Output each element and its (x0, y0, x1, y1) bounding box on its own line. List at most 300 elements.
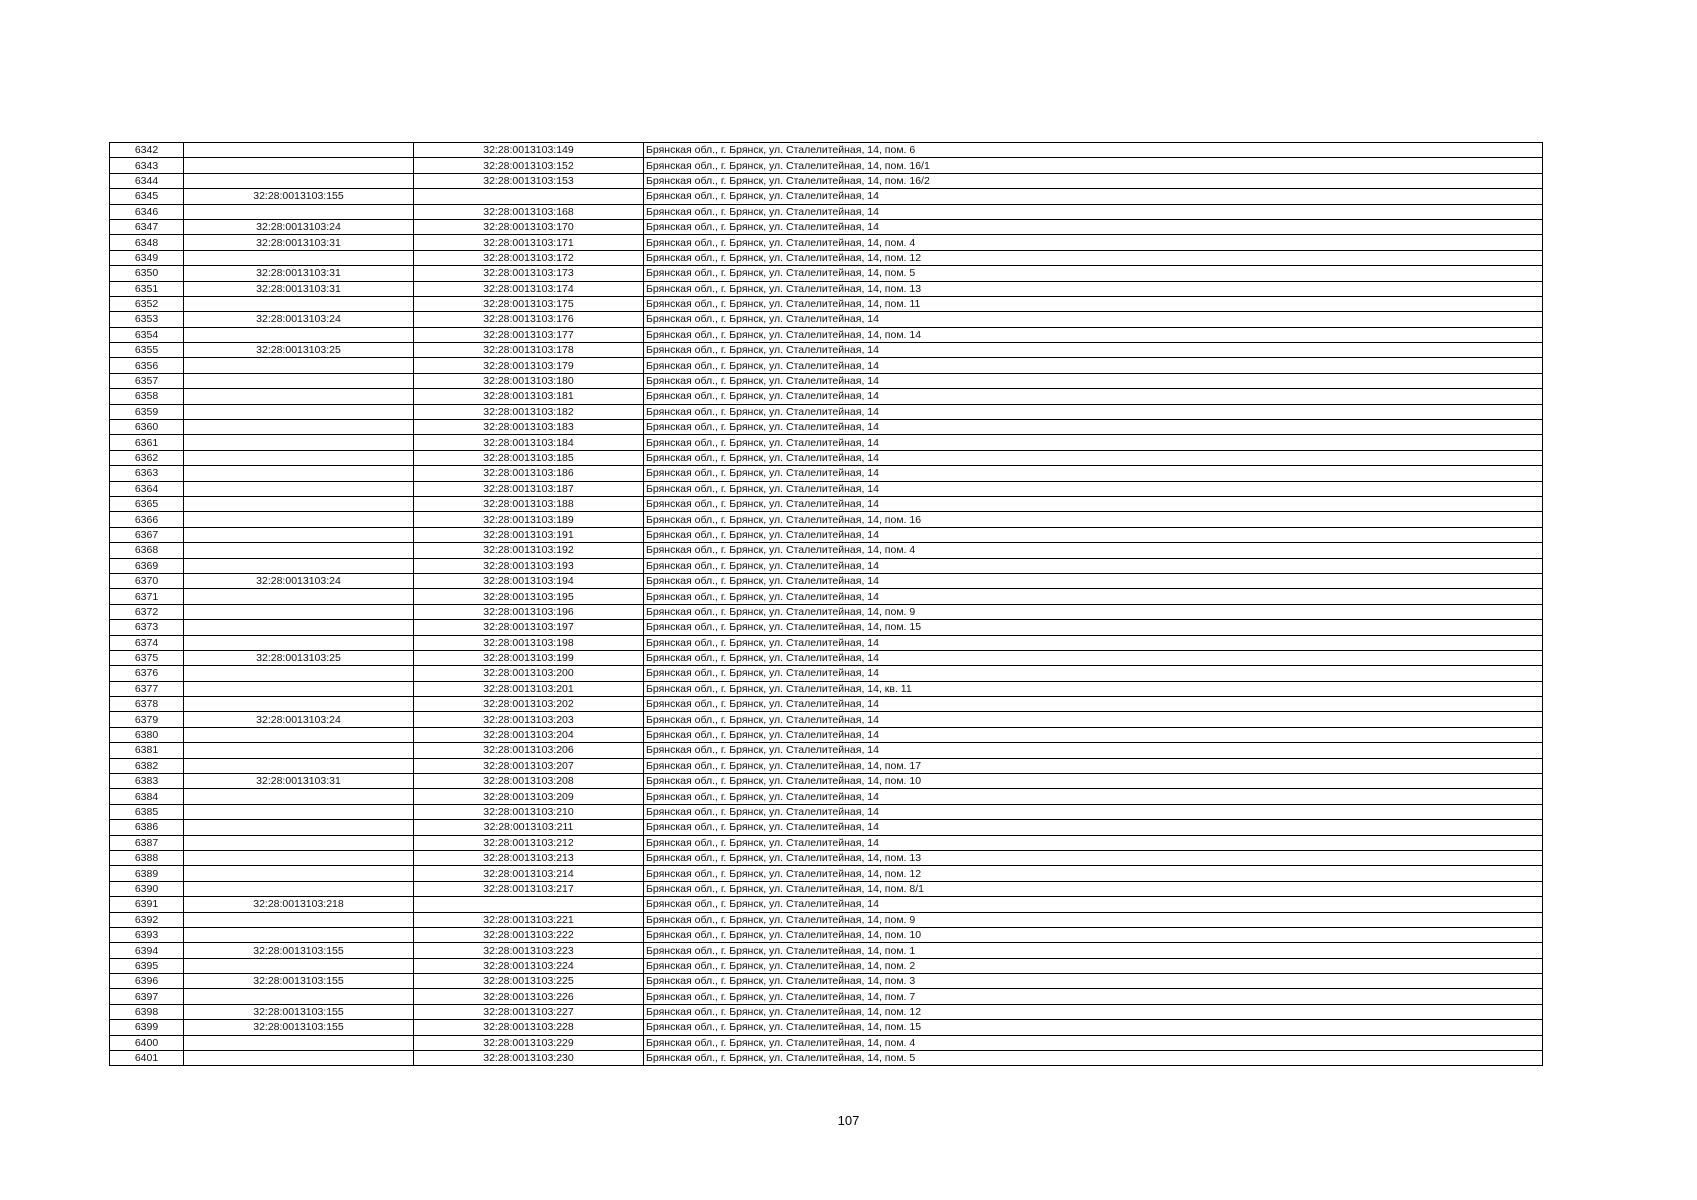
table-row (110, 789, 1543, 804)
land-cadastral-number-cell: 32:28:0013103:24 (184, 712, 414, 727)
table-row (110, 974, 1543, 989)
row-number-cell: 6392 (110, 912, 184, 927)
row-number-cell: 6370 (110, 573, 184, 588)
row-number-cell: 6371 (110, 589, 184, 604)
table-row (110, 435, 1543, 450)
land-cadastral-number-cell (184, 204, 414, 219)
address-cell: Брянская обл., г. Брянск, ул. Сталелитейная, 14 (644, 650, 1543, 665)
row-number-cell: 6380 (110, 727, 184, 742)
object-cadastral-number-cell: 32:28:0013103:213 (414, 850, 644, 865)
object-cadastral-number-cell (414, 897, 644, 912)
land-cadastral-number-cell (184, 881, 414, 896)
object-cadastral-number-cell: 32:28:0013103:187 (414, 481, 644, 496)
address-cell: Брянская обл., г. Брянск, ул. Сталелитейная, 14, пом. 16/1 (644, 158, 1543, 173)
row-number-cell: 6373 (110, 620, 184, 635)
row-number-cell: 6367 (110, 527, 184, 542)
land-cadastral-number-cell (184, 758, 414, 773)
object-cadastral-number-cell: 32:28:0013103:183 (414, 420, 644, 435)
land-cadastral-number-cell: 32:28:0013103:24 (184, 573, 414, 588)
row-number-cell: 6375 (110, 650, 184, 665)
table-row (110, 204, 1543, 219)
table-row (110, 589, 1543, 604)
land-cadastral-number-cell: 32:28:0013103:155 (184, 1004, 414, 1019)
address-cell: Брянская обл., г. Брянск, ул. Сталелитейная, 14, пом. 17 (644, 758, 1543, 773)
address-cell: Брянская обл., г. Брянск, ул. Сталелитейная, 14 (644, 496, 1543, 511)
object-cadastral-number-cell: 32:28:0013103:178 (414, 343, 644, 358)
address-cell: Брянская обл., г. Брянск, ул. Сталелитейная, 14 (644, 343, 1543, 358)
table-row (110, 943, 1543, 958)
object-cadastral-number-cell: 32:28:0013103:224 (414, 958, 644, 973)
address-cell: Брянская обл., г. Брянск, ул. Сталелитейная, 14 (644, 804, 1543, 819)
table-row (110, 912, 1543, 927)
object-cadastral-number-cell: 32:28:0013103:179 (414, 358, 644, 373)
land-cadastral-number-cell (184, 527, 414, 542)
address-cell: Брянская обл., г. Брянск, ул. Сталелитейная, 14, пом. 12 (644, 1004, 1543, 1019)
row-number-cell: 6357 (110, 373, 184, 388)
row-number-cell: 6346 (110, 204, 184, 219)
land-cadastral-number-cell (184, 373, 414, 388)
row-number-cell: 6391 (110, 897, 184, 912)
object-cadastral-number-cell: 32:28:0013103:188 (414, 496, 644, 511)
address-cell: Брянская обл., г. Брянск, ул. Сталелитейная, 14, пом. 15 (644, 1020, 1543, 1035)
object-cadastral-number-cell: 32:28:0013103:176 (414, 312, 644, 327)
object-cadastral-number-cell: 32:28:0013103:149 (414, 143, 644, 158)
row-number-cell: 6342 (110, 143, 184, 158)
land-cadastral-number-cell (184, 558, 414, 573)
object-cadastral-number-cell: 32:28:0013103:191 (414, 527, 644, 542)
address-cell: Брянская обл., г. Брянск, ул. Сталелитейная, 14, пом. 10 (644, 774, 1543, 789)
land-cadastral-number-cell (184, 250, 414, 265)
row-number-cell: 6389 (110, 866, 184, 881)
address-cell: Брянская обл., г. Брянск, ул. Сталелитейная, 14 (644, 635, 1543, 650)
object-cadastral-number-cell: 32:28:0013103:194 (414, 573, 644, 588)
address-cell: Брянская обл., г. Брянск, ул. Сталелитейная, 14 (644, 697, 1543, 712)
table-row (110, 189, 1543, 204)
row-number-cell: 6381 (110, 743, 184, 758)
table-row (110, 481, 1543, 496)
row-number-cell: 6344 (110, 173, 184, 188)
row-number-cell: 6399 (110, 1020, 184, 1035)
object-cadastral-number-cell: 32:28:0013103:227 (414, 1004, 644, 1019)
table-row (110, 958, 1543, 973)
land-cadastral-number-cell (184, 850, 414, 865)
table-row (110, 604, 1543, 619)
land-cadastral-number-cell (184, 927, 414, 942)
address-cell: Брянская обл., г. Брянск, ул. Сталелитейная, 14, пом. 12 (644, 250, 1543, 265)
table-row (110, 281, 1543, 296)
address-cell: Брянская обл., г. Брянск, ул. Сталелитейная, 14, пом. 9 (644, 604, 1543, 619)
cadastral-table (109, 142, 1543, 1066)
land-cadastral-number-cell: 32:28:0013103:31 (184, 774, 414, 789)
object-cadastral-number-cell: 32:28:0013103:228 (414, 1020, 644, 1035)
address-cell: Брянская обл., г. Брянск, ул. Сталелитейная, 14, пом. 4 (644, 1035, 1543, 1050)
address-cell: Брянская обл., г. Брянск, ул. Сталелитейная, 14, пом. 10 (644, 927, 1543, 942)
land-cadastral-number-cell: 32:28:0013103:25 (184, 650, 414, 665)
table-row (110, 158, 1543, 173)
address-cell: Брянская обл., г. Брянск, ул. Сталелитейная, 14 (644, 435, 1543, 450)
land-cadastral-number-cell: 32:28:0013103:24 (184, 312, 414, 327)
address-cell: Брянская обл., г. Брянск, ул. Сталелитейная, 14 (644, 589, 1543, 604)
land-cadastral-number-cell (184, 635, 414, 650)
table-row (110, 635, 1543, 650)
table-row (110, 727, 1543, 742)
row-number-cell: 6343 (110, 158, 184, 173)
land-cadastral-number-cell (184, 450, 414, 465)
row-number-cell: 6351 (110, 281, 184, 296)
table-row (110, 1035, 1543, 1050)
table-row (110, 235, 1543, 250)
table-row (110, 927, 1543, 942)
object-cadastral-number-cell: 32:28:0013103:209 (414, 789, 644, 804)
row-number-cell: 6376 (110, 666, 184, 681)
object-cadastral-number-cell: 32:28:0013103:230 (414, 1051, 644, 1066)
address-cell: Брянская обл., г. Брянск, ул. Сталелитейная, 14, пом. 7 (644, 989, 1543, 1004)
row-number-cell: 6393 (110, 927, 184, 942)
table-row (110, 327, 1543, 342)
object-cadastral-number-cell: 32:28:0013103:203 (414, 712, 644, 727)
object-cadastral-number-cell: 32:28:0013103:207 (414, 758, 644, 773)
address-cell: Брянская обл., г. Брянск, ул. Сталелитейная, 14 (644, 420, 1543, 435)
land-cadastral-number-cell: 32:28:0013103:31 (184, 266, 414, 281)
object-cadastral-number-cell: 32:28:0013103:208 (414, 774, 644, 789)
land-cadastral-number-cell (184, 158, 414, 173)
table-row (110, 543, 1543, 558)
row-number-cell: 6362 (110, 450, 184, 465)
row-number-cell: 6378 (110, 697, 184, 712)
address-cell: Брянская обл., г. Брянск, ул. Сталелитейная, 14, пом. 3 (644, 974, 1543, 989)
object-cadastral-number-cell: 32:28:0013103:204 (414, 727, 644, 742)
row-number-cell: 6390 (110, 881, 184, 896)
address-cell: Брянская обл., г. Брянск, ул. Сталелитейная, 14 (644, 666, 1543, 681)
address-cell: Брянская обл., г. Брянск, ул. Сталелитейная, 14, пом. 9 (644, 912, 1543, 927)
table-row (110, 173, 1543, 188)
object-cadastral-number-cell: 32:28:0013103:168 (414, 204, 644, 219)
row-number-cell: 6360 (110, 420, 184, 435)
address-cell: Брянская обл., г. Брянск, ул. Сталелитейная, 14 (644, 204, 1543, 219)
land-cadastral-number-cell (184, 481, 414, 496)
land-cadastral-number-cell (184, 681, 414, 696)
table-row (110, 420, 1543, 435)
row-number-cell: 6385 (110, 804, 184, 819)
object-cadastral-number-cell: 32:28:0013103:206 (414, 743, 644, 758)
row-number-cell: 6372 (110, 604, 184, 619)
table-row (110, 466, 1543, 481)
object-cadastral-number-cell: 32:28:0013103:152 (414, 158, 644, 173)
address-cell: Брянская обл., г. Брянск, ул. Сталелитейная, 14 (644, 835, 1543, 850)
object-cadastral-number-cell: 32:28:0013103:153 (414, 173, 644, 188)
table-row (110, 804, 1543, 819)
table-row (110, 573, 1543, 588)
land-cadastral-number-cell (184, 420, 414, 435)
table-row (110, 358, 1543, 373)
land-cadastral-number-cell (184, 358, 414, 373)
address-cell: Брянская обл., г. Брянск, ул. Сталелитейная, 14 (644, 712, 1543, 727)
table-row (110, 681, 1543, 696)
land-cadastral-number-cell (184, 912, 414, 927)
address-cell: Брянская обл., г. Брянск, ул. Сталелитейная, 14, пом. 4 (644, 235, 1543, 250)
address-cell: Брянская обл., г. Брянск, ул. Сталелитейная, 14, пом. 5 (644, 1051, 1543, 1066)
object-cadastral-number-cell: 32:28:0013103:195 (414, 589, 644, 604)
land-cadastral-number-cell: 32:28:0013103:155 (184, 1020, 414, 1035)
row-number-cell: 6368 (110, 543, 184, 558)
address-cell: Брянская обл., г. Брянск, ул. Сталелитейная, 14, пом. 4 (644, 543, 1543, 558)
land-cadastral-number-cell: 32:28:0013103:25 (184, 343, 414, 358)
table-row (110, 343, 1543, 358)
object-cadastral-number-cell: 32:28:0013103:202 (414, 697, 644, 712)
table-row (110, 743, 1543, 758)
table-body (110, 143, 1543, 1066)
land-cadastral-number-cell (184, 512, 414, 527)
object-cadastral-number-cell (414, 189, 644, 204)
row-number-cell: 6396 (110, 974, 184, 989)
table-row (110, 404, 1543, 419)
table-row (110, 219, 1543, 234)
land-cadastral-number-cell (184, 958, 414, 973)
row-number-cell: 6382 (110, 758, 184, 773)
land-cadastral-number-cell (184, 143, 414, 158)
row-number-cell: 6363 (110, 466, 184, 481)
land-cadastral-number-cell (184, 435, 414, 450)
object-cadastral-number-cell: 32:28:0013103:210 (414, 804, 644, 819)
row-number-cell: 6353 (110, 312, 184, 327)
object-cadastral-number-cell: 32:28:0013103:223 (414, 943, 644, 958)
object-cadastral-number-cell: 32:28:0013103:201 (414, 681, 644, 696)
address-cell: Брянская обл., г. Брянск, ул. Сталелитейная, 14, пом. 15 (644, 620, 1543, 635)
row-number-cell: 6374 (110, 635, 184, 650)
table-row (110, 866, 1543, 881)
address-cell: Брянская обл., г. Брянск, ул. Сталелитейная, 14, пом. 16/2 (644, 173, 1543, 188)
land-cadastral-number-cell (184, 820, 414, 835)
object-cadastral-number-cell: 32:28:0013103:184 (414, 435, 644, 450)
object-cadastral-number-cell: 32:28:0013103:198 (414, 635, 644, 650)
object-cadastral-number-cell: 32:28:0013103:172 (414, 250, 644, 265)
object-cadastral-number-cell: 32:28:0013103:192 (414, 543, 644, 558)
table-row (110, 989, 1543, 1004)
address-cell: Брянская обл., г. Брянск, ул. Сталелитейная, 14 (644, 573, 1543, 588)
land-cadastral-number-cell: 32:28:0013103:31 (184, 235, 414, 250)
address-cell: Брянская обл., г. Брянск, ул. Сталелитейная, 14 (644, 727, 1543, 742)
land-cadastral-number-cell: 32:28:0013103:218 (184, 897, 414, 912)
row-number-cell: 6348 (110, 235, 184, 250)
table-row (110, 774, 1543, 789)
table-row (110, 897, 1543, 912)
land-cadastral-number-cell (184, 835, 414, 850)
table-row (110, 820, 1543, 835)
address-cell: Брянская обл., г. Брянск, ул. Сталелитейная, 14, пом. 14 (644, 327, 1543, 342)
address-cell: Брянская обл., г. Брянск, ул. Сталелитейная, 14 (644, 189, 1543, 204)
object-cadastral-number-cell: 32:28:0013103:186 (414, 466, 644, 481)
address-cell: Брянская обл., г. Брянск, ул. Сталелитейная, 14, пом. 5 (644, 266, 1543, 281)
table-row (110, 266, 1543, 281)
table-row (110, 296, 1543, 311)
address-cell: Брянская обл., г. Брянск, ул. Сталелитейная, 14 (644, 312, 1543, 327)
row-number-cell: 6377 (110, 681, 184, 696)
land-cadastral-number-cell (184, 789, 414, 804)
address-cell: Брянская обл., г. Брянск, ул. Сталелитейная, 14, пом. 8/1 (644, 881, 1543, 896)
object-cadastral-number-cell: 32:28:0013103:175 (414, 296, 644, 311)
land-cadastral-number-cell: 32:28:0013103:24 (184, 219, 414, 234)
object-cadastral-number-cell: 32:28:0013103:200 (414, 666, 644, 681)
land-cadastral-number-cell (184, 666, 414, 681)
table-row (110, 850, 1543, 865)
object-cadastral-number-cell: 32:28:0013103:185 (414, 450, 644, 465)
address-cell: Брянская обл., г. Брянск, ул. Сталелитейная, 14, пом. 1 (644, 943, 1543, 958)
table-row (110, 450, 1543, 465)
object-cadastral-number-cell: 32:28:0013103:225 (414, 974, 644, 989)
table-row (110, 143, 1543, 158)
row-number-cell: 6354 (110, 327, 184, 342)
table-row (110, 250, 1543, 265)
address-cell: Брянская обл., г. Брянск, ул. Сталелитейная, 14, кв. 11 (644, 681, 1543, 696)
address-cell: Брянская обл., г. Брянск, ул. Сталелитейная, 14 (644, 373, 1543, 388)
land-cadastral-number-cell (184, 727, 414, 742)
row-number-cell: 6352 (110, 296, 184, 311)
row-number-cell: 6398 (110, 1004, 184, 1019)
row-number-cell: 6365 (110, 496, 184, 511)
address-cell: Брянская обл., г. Брянск, ул. Сталелитейная, 14 (644, 481, 1543, 496)
address-cell: Брянская обл., г. Брянск, ул. Сталелитейная, 14, пом. 2 (644, 958, 1543, 973)
table-row (110, 666, 1543, 681)
land-cadastral-number-cell (184, 1051, 414, 1066)
land-cadastral-number-cell (184, 1035, 414, 1050)
table-row (110, 650, 1543, 665)
row-number-cell: 6400 (110, 1035, 184, 1050)
land-cadastral-number-cell: 32:28:0013103:155 (184, 943, 414, 958)
table-row (110, 1004, 1543, 1019)
table-row (110, 835, 1543, 850)
address-cell: Брянская обл., г. Брянск, ул. Сталелитейная, 14 (644, 450, 1543, 465)
object-cadastral-number-cell: 32:28:0013103:170 (414, 219, 644, 234)
table-row (110, 1051, 1543, 1066)
object-cadastral-number-cell: 32:28:0013103:180 (414, 373, 644, 388)
object-cadastral-number-cell: 32:28:0013103:217 (414, 881, 644, 896)
land-cadastral-number-cell (184, 389, 414, 404)
table-row (110, 620, 1543, 635)
address-cell: Брянская обл., г. Брянск, ул. Сталелитейная, 14 (644, 743, 1543, 758)
row-number-cell: 6397 (110, 989, 184, 1004)
row-number-cell: 6364 (110, 481, 184, 496)
row-number-cell: 6379 (110, 712, 184, 727)
address-cell: Брянская обл., г. Брянск, ул. Сталелитейная, 14 (644, 527, 1543, 542)
table-row (110, 1020, 1543, 1035)
row-number-cell: 6388 (110, 850, 184, 865)
object-cadastral-number-cell: 32:28:0013103:181 (414, 389, 644, 404)
land-cadastral-number-cell (184, 173, 414, 188)
row-number-cell: 6356 (110, 358, 184, 373)
land-cadastral-number-cell (184, 589, 414, 604)
object-cadastral-number-cell: 32:28:0013103:229 (414, 1035, 644, 1050)
land-cadastral-number-cell: 32:28:0013103:155 (184, 974, 414, 989)
row-number-cell: 6395 (110, 958, 184, 973)
table-row (110, 697, 1543, 712)
row-number-cell: 6347 (110, 219, 184, 234)
land-cadastral-number-cell: 32:28:0013103:155 (184, 189, 414, 204)
row-number-cell: 6349 (110, 250, 184, 265)
object-cadastral-number-cell: 32:28:0013103:196 (414, 604, 644, 619)
object-cadastral-number-cell: 32:28:0013103:226 (414, 989, 644, 1004)
address-cell: Брянская обл., г. Брянск, ул. Сталелитейная, 14 (644, 219, 1543, 234)
object-cadastral-number-cell: 32:28:0013103:171 (414, 235, 644, 250)
land-cadastral-number-cell (184, 697, 414, 712)
object-cadastral-number-cell: 32:28:0013103:197 (414, 620, 644, 635)
address-cell: Брянская обл., г. Брянск, ул. Сталелитейная, 14 (644, 466, 1543, 481)
address-cell: Брянская обл., г. Брянск, ул. Сталелитейная, 14, пом. 6 (644, 143, 1543, 158)
object-cadastral-number-cell: 32:28:0013103:174 (414, 281, 644, 296)
address-cell: Брянская обл., г. Брянск, ул. Сталелитейная, 14 (644, 389, 1543, 404)
table-row (110, 881, 1543, 896)
row-number-cell: 6350 (110, 266, 184, 281)
land-cadastral-number-cell: 32:28:0013103:31 (184, 281, 414, 296)
land-cadastral-number-cell (184, 404, 414, 419)
table-row (110, 758, 1543, 773)
address-cell: Брянская обл., г. Брянск, ул. Сталелитейная, 14 (644, 897, 1543, 912)
land-cadastral-number-cell (184, 466, 414, 481)
address-cell: Брянская обл., г. Брянск, ул. Сталелитейная, 14, пом. 12 (644, 866, 1543, 881)
row-number-cell: 6383 (110, 774, 184, 789)
row-number-cell: 6384 (110, 789, 184, 804)
land-cadastral-number-cell (184, 620, 414, 635)
address-cell: Брянская обл., г. Брянск, ул. Сталелитейная, 14, пом. 11 (644, 296, 1543, 311)
land-cadastral-number-cell (184, 543, 414, 558)
row-number-cell: 6366 (110, 512, 184, 527)
table-row (110, 496, 1543, 511)
row-number-cell: 6358 (110, 389, 184, 404)
object-cadastral-number-cell: 32:28:0013103:193 (414, 558, 644, 573)
table-row (110, 512, 1543, 527)
row-number-cell: 6387 (110, 835, 184, 850)
row-number-cell: 6369 (110, 558, 184, 573)
table-row (110, 312, 1543, 327)
object-cadastral-number-cell: 32:28:0013103:211 (414, 820, 644, 835)
row-number-cell: 6394 (110, 943, 184, 958)
address-cell: Брянская обл., г. Брянск, ул. Сталелитейная, 14, пом. 16 (644, 512, 1543, 527)
object-cadastral-number-cell: 32:28:0013103:199 (414, 650, 644, 665)
land-cadastral-number-cell (184, 604, 414, 619)
table-row (110, 389, 1543, 404)
land-cadastral-number-cell (184, 496, 414, 511)
address-cell: Брянская обл., г. Брянск, ул. Сталелитейная, 14 (644, 789, 1543, 804)
object-cadastral-number-cell: 32:28:0013103:212 (414, 835, 644, 850)
table-row (110, 373, 1543, 388)
address-cell: Брянская обл., г. Брянск, ул. Сталелитейная, 14 (644, 404, 1543, 419)
land-cadastral-number-cell (184, 296, 414, 311)
address-cell: Брянская обл., г. Брянск, ул. Сталелитейная, 14, пом. 13 (644, 850, 1543, 865)
table-row (110, 712, 1543, 727)
land-cadastral-number-cell (184, 327, 414, 342)
land-cadastral-number-cell (184, 743, 414, 758)
row-number-cell: 6345 (110, 189, 184, 204)
row-number-cell: 6359 (110, 404, 184, 419)
row-number-cell: 6355 (110, 343, 184, 358)
address-cell: Брянская обл., г. Брянск, ул. Сталелитейная, 14 (644, 820, 1543, 835)
page-number: 107 (837, 1113, 860, 1128)
object-cadastral-number-cell: 32:28:0013103:222 (414, 927, 644, 942)
row-number-cell: 6361 (110, 435, 184, 450)
address-cell: Брянская обл., г. Брянск, ул. Сталелитейная, 14, пом. 13 (644, 281, 1543, 296)
object-cadastral-number-cell: 32:28:0013103:173 (414, 266, 644, 281)
land-cadastral-number-cell (184, 989, 414, 1004)
table-row (110, 558, 1543, 573)
object-cadastral-number-cell: 32:28:0013103:177 (414, 327, 644, 342)
address-cell: Брянская обл., г. Брянск, ул. Сталелитейная, 14 (644, 558, 1543, 573)
object-cadastral-number-cell: 32:28:0013103:214 (414, 866, 644, 881)
row-number-cell: 6401 (110, 1051, 184, 1066)
object-cadastral-number-cell: 32:28:0013103:189 (414, 512, 644, 527)
object-cadastral-number-cell: 32:28:0013103:221 (414, 912, 644, 927)
object-cadastral-number-cell: 32:28:0013103:182 (414, 404, 644, 419)
row-number-cell: 6386 (110, 820, 184, 835)
land-cadastral-number-cell (184, 804, 414, 819)
